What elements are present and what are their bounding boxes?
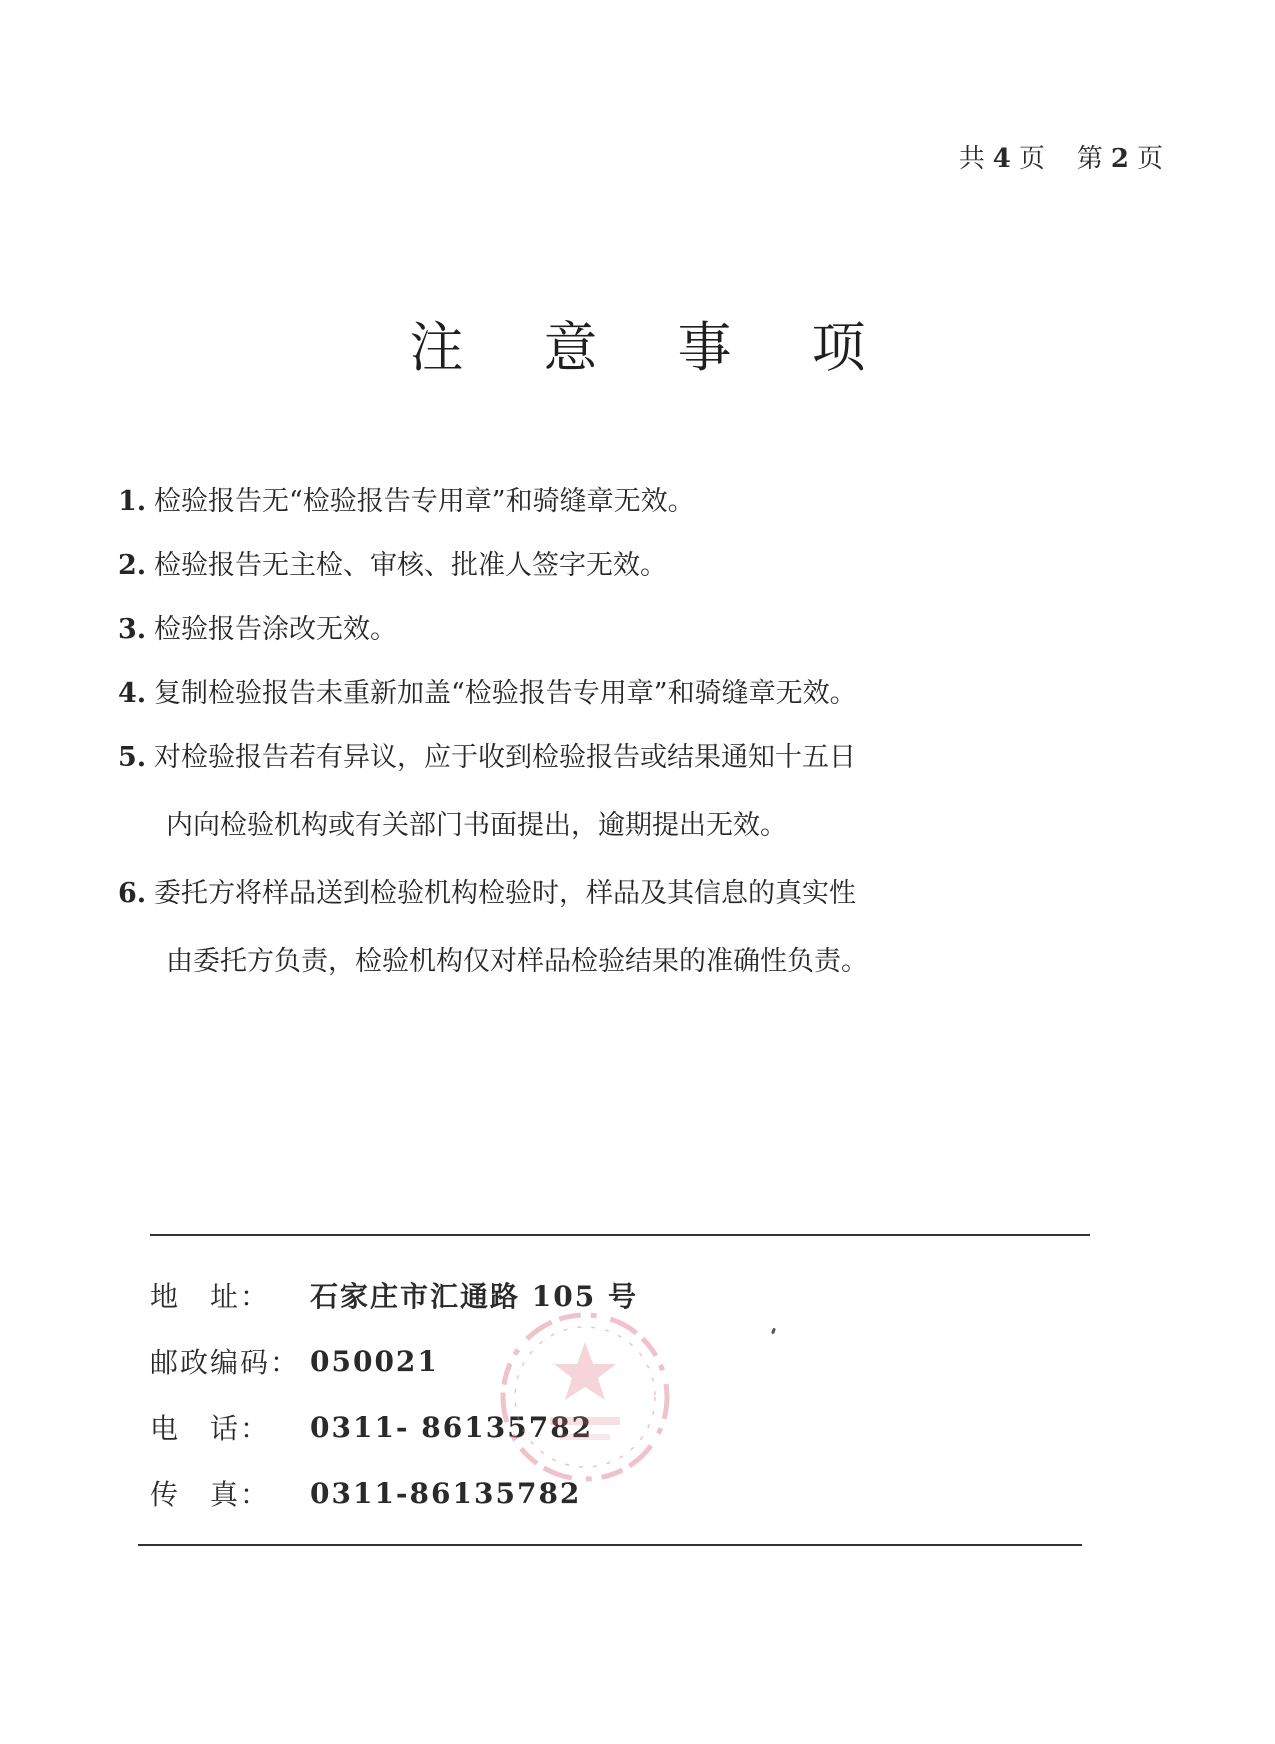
note-item	[118, 662, 978, 726]
fax-value: 0311-86135782	[310, 1476, 582, 1510]
note-text	[154, 726, 978, 862]
note-index: 5.	[118, 742, 147, 773]
page-count-total-unit: 页	[1018, 144, 1047, 174]
note-index: 4.	[118, 678, 147, 709]
note-line: 检验报告无“检验报告专用章”和骑缝章无效。	[154, 486, 695, 517]
page-current-prefix: 第	[1076, 144, 1105, 174]
note-text	[154, 662, 978, 726]
page-count-total: 4	[992, 144, 1013, 174]
note-line-continued: 由委托方负责，检验机构仅对样品检验结果的准确性负责。	[166, 946, 868, 977]
fax-label: 传 真：	[150, 1478, 271, 1511]
note-line: 检验报告无主检、审核、批准人签字无效。	[154, 550, 667, 581]
address-value: 石家庄市汇通路 105 号	[310, 1280, 638, 1313]
contact-divider-top	[150, 1234, 1090, 1236]
page-current-unit: 页	[1136, 144, 1165, 174]
note-line: 复制检验报告未重新加盖“检验报告专用章”和骑缝章无效。	[154, 678, 857, 709]
page-current-number: 2	[1110, 144, 1131, 174]
note-line-continued: 内向检验机构或有关部门书面提出，逾期提出无效。	[166, 810, 787, 841]
note-line: 对检验报告若有异议，应于收到检验报告或结果通知十五日	[154, 742, 856, 773]
note-item	[118, 598, 978, 662]
note-item	[118, 470, 978, 534]
note-index: 3.	[118, 614, 147, 645]
note-item	[118, 534, 978, 598]
circular-seal-icon	[490, 1302, 680, 1492]
note-line: 检验报告涂改无效。	[154, 614, 397, 645]
postcode-label: 邮政编码：	[150, 1346, 301, 1379]
note-index: 1.	[118, 486, 147, 517]
note-text	[154, 470, 978, 534]
phone-value: 0311- 86135782	[310, 1410, 594, 1444]
note-index: 6.	[118, 878, 147, 909]
page-title: 注意事项	[409, 316, 946, 379]
page-count-prefix: 共	[958, 144, 987, 174]
notes-list	[118, 470, 978, 998]
note-item	[118, 862, 978, 998]
postcode-value: 050021	[310, 1344, 439, 1378]
note-text	[154, 598, 978, 662]
phone-label: 电 话：	[150, 1412, 271, 1445]
page-count	[959, 138, 1165, 175]
note-item	[118, 726, 978, 862]
contact-divider-bottom	[138, 1544, 1082, 1546]
note-text	[154, 862, 978, 998]
address-label: 地 址：	[150, 1280, 271, 1313]
note-index: 2.	[118, 550, 147, 581]
note-text	[154, 534, 978, 598]
note-line: 委托方将样品送到检验机构检验时，样品及其信息的真实性	[154, 878, 856, 909]
